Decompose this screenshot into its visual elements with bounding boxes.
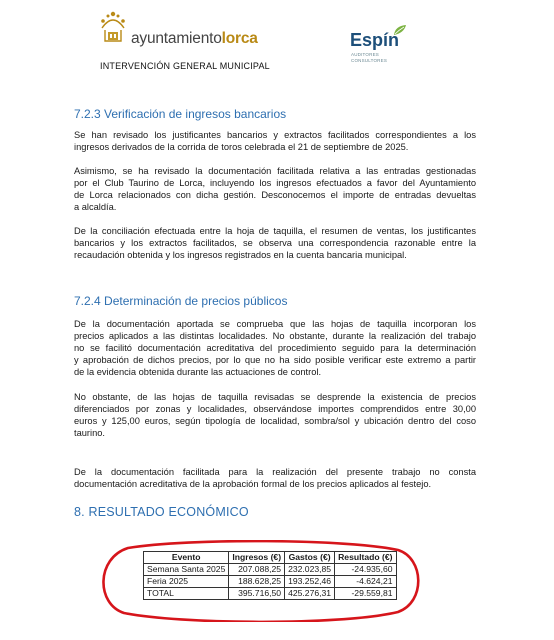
paragraph-line: taurino. xyxy=(74,428,106,438)
table-cell: Feria 2025 xyxy=(144,576,229,588)
paragraph-line: Asimismo, se ha revisado la documentación facilitada relativa a las entradas gestionadas xyxy=(74,166,476,176)
table-cell: 232.023,85 xyxy=(285,564,335,576)
ayto-prefix: ayuntamiento xyxy=(131,30,222,47)
table-cell: 188.628,25 xyxy=(229,576,285,588)
table-cell: 425.276,31 xyxy=(285,588,335,600)
red-highlight-ellipse xyxy=(98,540,424,622)
section-8-heading: 8. RESULTADO ECONÓMICO xyxy=(74,505,249,519)
paragraph-line: documentación acreditativa de la aprobación formal de los precios aplicados al festejo. xyxy=(74,479,432,489)
section-723-heading: 7.2.3 Verificación de ingresos bancarios xyxy=(74,107,287,121)
paragraph-line: de Lorca relacionados con dicha gestión. Desconocemos el importe de entradas devueltas xyxy=(74,190,476,200)
table-cell: TOTAL xyxy=(144,588,229,600)
espin-logo-text: Espín xyxy=(350,30,400,50)
section-724-heading: 7.2.4 Determinación de precios públicos xyxy=(74,294,288,308)
table-cell: -24.935,60 xyxy=(335,564,396,576)
table-cell: 207.088,25 xyxy=(229,564,285,576)
paragraph-line: Se han revisado los justificantes bancarios y extractos facilitados correspondientes a los xyxy=(74,130,476,140)
table-cell: -29.559,81 xyxy=(335,588,396,600)
table-cell: 193.252,46 xyxy=(285,576,335,588)
column-header: Gastos (€) xyxy=(285,552,335,564)
paragraph-line: euros y 125,00 euros, según tipología de localidad, sombra/sol y ubicación dentro del coso xyxy=(74,416,476,426)
paragraph-line: diferenciados por zonas y localidades, observándose importes comprendidos entre 30,00 xyxy=(74,404,476,414)
paragraph-line: bancarios y los extractos facilitados, se observa una correspondencia razonable entre la xyxy=(74,238,476,248)
crown-icon xyxy=(98,10,128,44)
paragraph-line: No obstante, de las hojas de taquilla revisadas se desprende la existencia de precios xyxy=(74,392,476,402)
paragraph-line: precios aplicados a las distintas localidades. No obstante, durante la realización del trabajo xyxy=(74,331,476,341)
paragraph-line: y aprobación de dichos precios, por lo que no ha sido posible verificar este extremo a partir xyxy=(74,355,476,365)
paragraph-line: de la evidencia obtenida durante las actuaciones de control. xyxy=(74,367,322,377)
paragraph-line: ingresos derivados de la corrida de toros celebrada el 21 de septiembre de 2025. xyxy=(74,142,409,152)
ayto-suffix: lorca xyxy=(221,30,258,47)
espin-subtitle xyxy=(351,52,387,63)
espin-sub-line-1: AUDITORES xyxy=(351,52,379,57)
column-header: Ingresos (€) xyxy=(229,552,285,564)
column-header: Resultado (€) xyxy=(335,552,396,564)
paragraph-line: De la conciliación efectuada entre la hoja de taquilla, el resumen de ventas, los justificantes xyxy=(74,226,476,236)
column-header: Evento xyxy=(144,552,229,564)
table-cell: Semana Santa 2025 xyxy=(144,564,229,576)
paragraph-line: De la documentación aportada se comprueba que las hojas de taquilla incorporan los xyxy=(74,319,476,329)
paragraph-line: no se facilitó documentación acreditativa del procedimiento seguido para la determinación xyxy=(74,343,476,353)
paragraph-line: a alcaldía. xyxy=(74,202,117,212)
paragraph-line: De la documentación facilitada para la realización del presente trabajo no consta xyxy=(74,467,476,477)
paragraph-line: recaudación obtenida y los ingresos registrados en la cuenta bancaria municipal. xyxy=(74,250,407,260)
intervencion-label: INTERVENCIÓN GENERAL MUNICIPAL xyxy=(100,61,270,71)
espin-sub-line-2: CONSULTORES xyxy=(351,57,388,63)
ayuntamiento-logo-text xyxy=(131,30,258,48)
paragraph-line: por el Club Taurino de Lorca, incluyendo los ingresos efectuados a favor del Ayuntamiento xyxy=(74,178,476,188)
table-cell: 395.716,50 xyxy=(229,588,285,600)
table-cell: -4.624,21 xyxy=(335,576,396,588)
